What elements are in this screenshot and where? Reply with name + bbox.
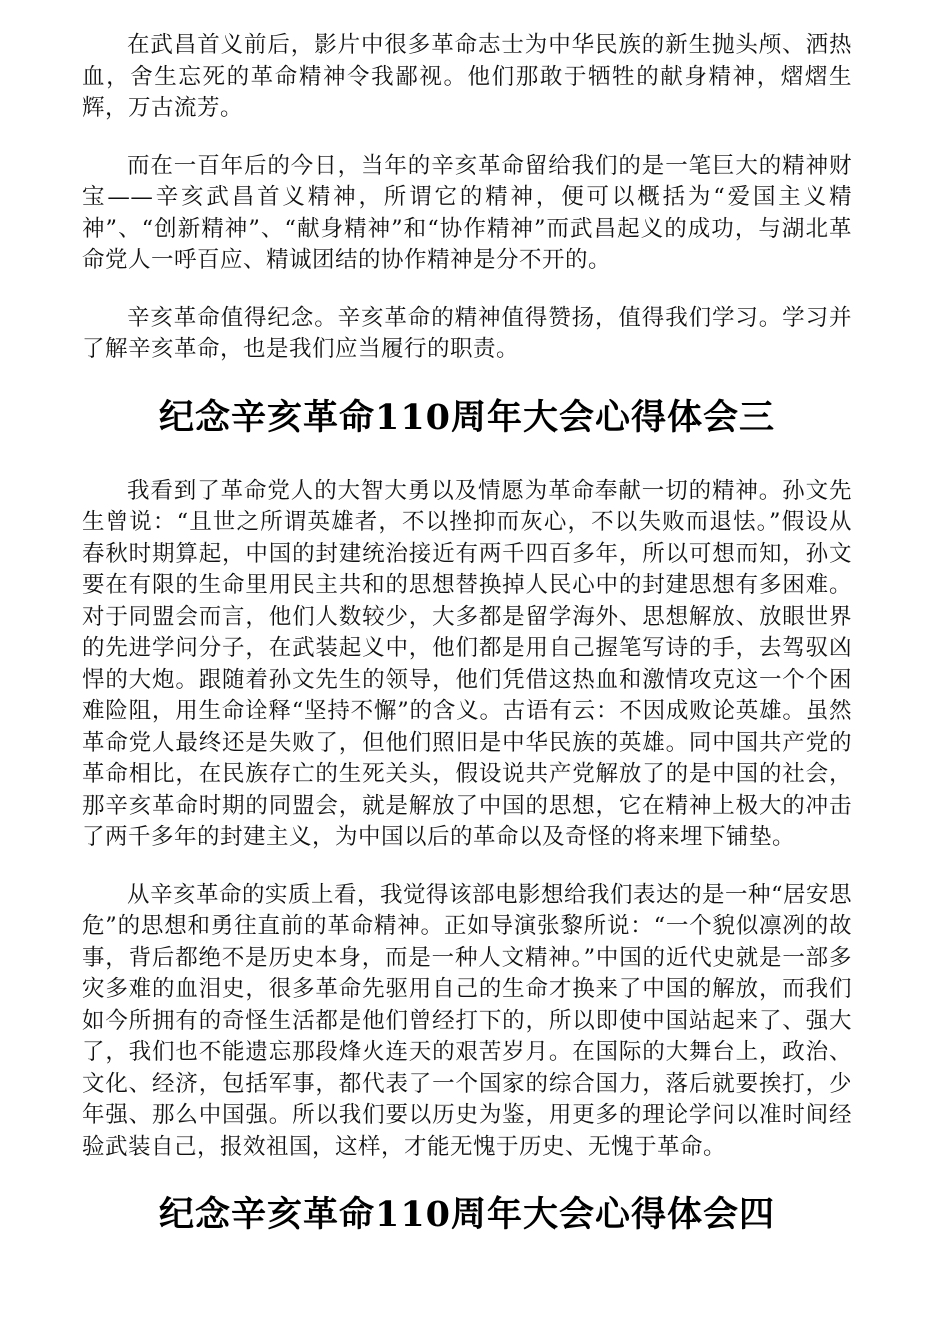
section-three-title: 纪念辛亥革命110周年大会心得体会三 — [158, 396, 776, 438]
paragraph-gap — [82, 854, 852, 880]
heading-gap — [82, 440, 852, 476]
paragraph-martyrs-spirit: 在武昌首义前后，影片中很多革命志士为中华民族的新生抛头颅、洒热血，舍生忘死的革命精神令我鄙视。他们那敢于牺牲的献身精神，熠熠生辉，万古流芳。 — [82, 32, 852, 121]
heading-gap — [82, 1163, 852, 1193]
paragraph-prepared-for-danger: 从辛亥革命的实质上看，我觉得该部电影想给我们表达的是一种“居安思危”的思想和勇往直前的革命精神。正如导演张黎所说：“一个貌似凛冽的故事，背后都绝不是历史本身，而是一种人文精神。”中国的近代史就是一部多灾多难的血泪史，很多革命先驱用自己的生命才换来了中国的解放，而我们如今所拥有的奇怪生活都是他们曾经打下的，所以即使中国站起来了、强大了，我们也不能遗忘那段烽火连天的艰苦岁月。在国际的大舞台上，政治、文化、经济，包括军事，都代表了一个国家的综合国力，落后就要挨打，少年强、那么中国强。所以我们要以历史为鉴，用更多的理论学问以准时间经验武装自己，报效祖国，这样，才能无愧于历史、无愧于革命。 — [82, 881, 853, 1160]
heading-gap — [82, 366, 852, 396]
paragraph-gap — [82, 125, 852, 151]
section-four-title: 纪念辛亥革命110周年大会心得体会四 — [158, 1194, 776, 1235]
paragraph-worth-commemorating: 辛亥革命值得纪念。辛亥革命的精神值得赞扬，值得我们学习。学习并了解辛亥革命，也是我们应当履行的职责。 — [82, 304, 852, 362]
document-page — [82, 30, 852, 1237]
paragraph-spiritual-wealth: 而在一百年后的今日，当年的辛亥革命留给我们的是一笔巨大的精神财宝——辛亥武昌首义精神，所谓它的精神，便可以概括为“爱国主义精神”、“创新精神”、“献身精神”和“协作精神”而武昌起义的成功，与湖北革命党人一呼百应、精诚团结的协作精神是分不开的。 — [82, 152, 852, 273]
paragraph-gap — [82, 277, 852, 303]
paragraph-revolutionary-courage: 我看到了革命党人的大智大勇以及情愿为革命奉献一切的精神。孙文先生曾说：“且世之所谓英雄者，不以挫抑而灰心，不以失败而退怯。”假设从春秋时期算起，中国的封建统治接近有两千四百多年，所以可想而知，孙文要在有限的生命里用民主共和的思想替换掉人民心中的封建思想有多困难。对于同盟会而言，他们人数较少，大多都是留学海外、思想解放、放眼世界的先进学问分子，在武装起义中，他们都是用自己握笔写诗的手，去驾驭凶悍的大炮。跟随着孙文先生的领导，他们凭借这热血和激情攻克这一个个困难险阻，用生命诠释“坚持不懈”的含义。古语有云：不因成败论英雄。虽然革命党人最终还是失败了，但他们照旧是中华民族的英雄。同中国共产党的革命相比，在民族存亡的生死关头，假设说共产党解放了的是中国的社会，那辛亥革命时期的同盟会，就是解放了中国的思想，它在精神上极大的冲击了两千多年的封建主义，为中国以后的革命以及奇怪的将来埋下铺垫。 — [82, 477, 852, 850]
